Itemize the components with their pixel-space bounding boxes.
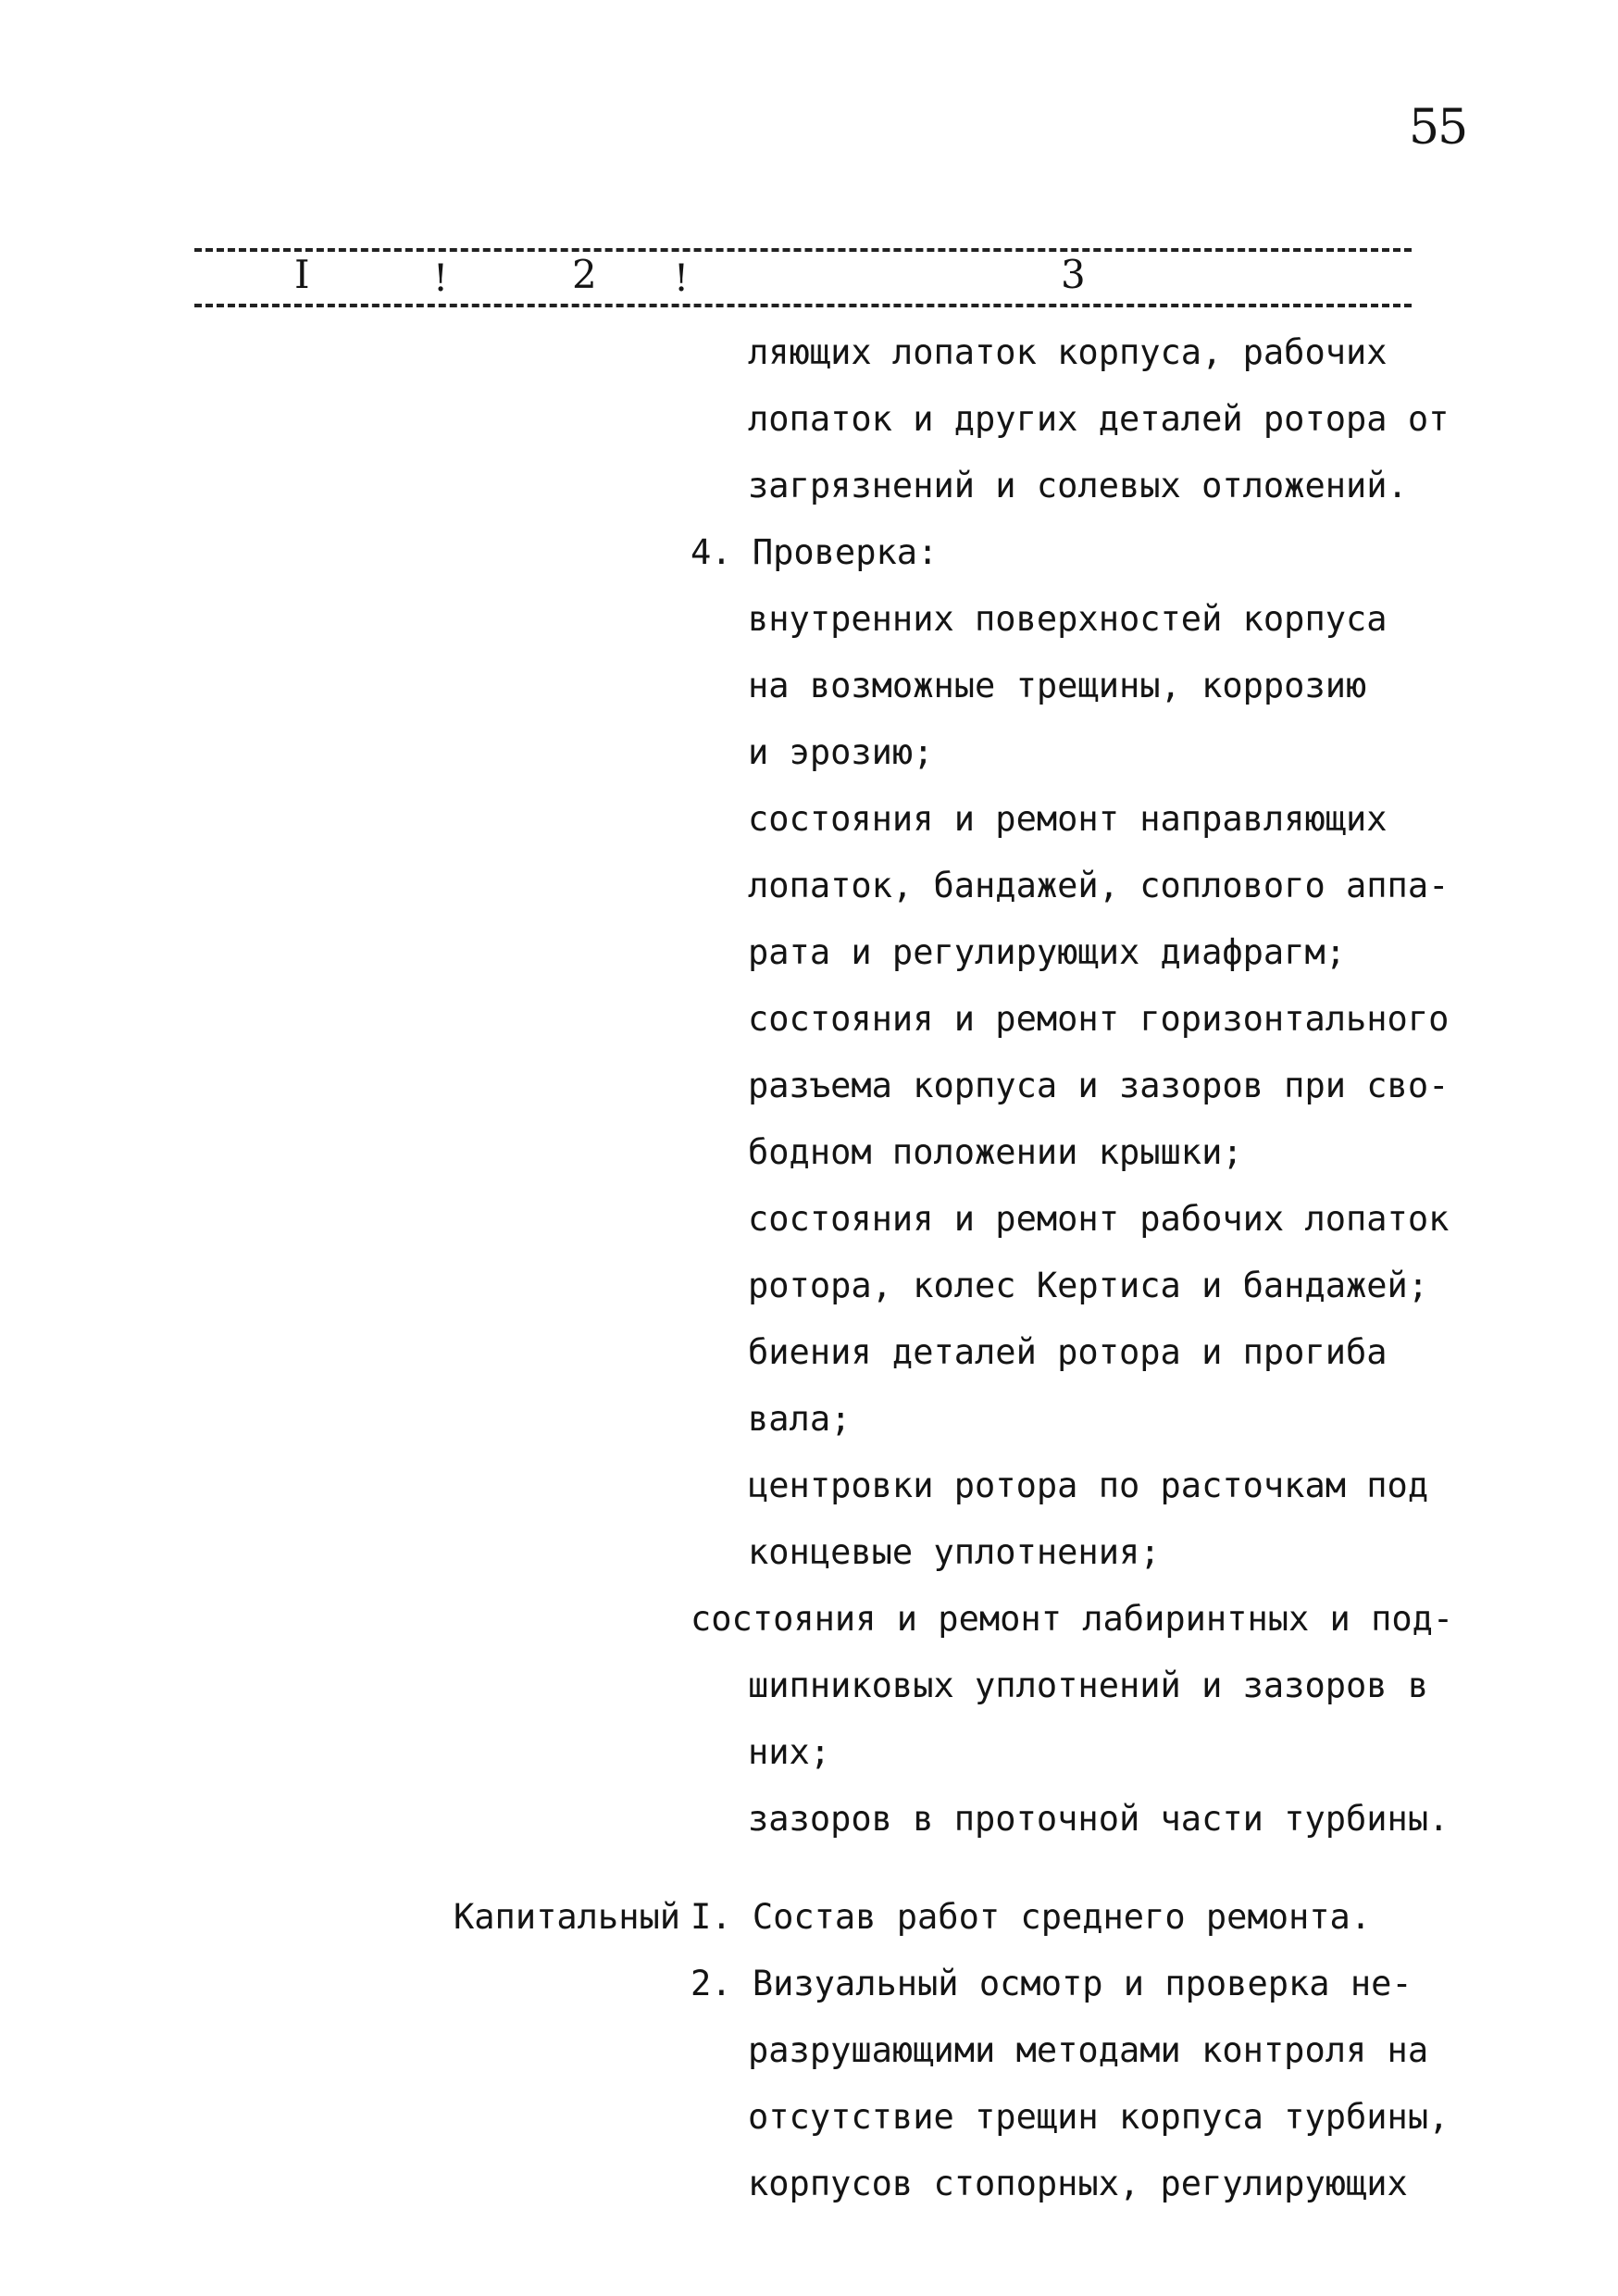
text-line: разрушающими методами контроля на bbox=[748, 2030, 1429, 2070]
text-line: внутренних поверхностей корпуса bbox=[748, 599, 1388, 639]
text-line: состояния и ремонт горизонтального bbox=[748, 999, 1450, 1039]
text-line: состояния и ремонт рабочих лопаток bbox=[748, 1199, 1450, 1239]
column-separator: ! bbox=[433, 257, 449, 300]
text-line: разъема корпуса и зазоров при сво- bbox=[748, 1066, 1450, 1105]
text-line: биения деталей ротора и прогиба bbox=[748, 1332, 1388, 1372]
page-number: 55 bbox=[1409, 100, 1467, 156]
list-item-4: 4. Проверка: bbox=[691, 532, 939, 572]
text-line: вала; bbox=[748, 1399, 852, 1439]
text-line: зазоров в проточной части турбины. bbox=[748, 1799, 1450, 1839]
column-2-number: 2 bbox=[572, 252, 597, 297]
text-line: ляющих лопаток корпуса, рабочих bbox=[748, 332, 1388, 372]
header-rule-bottom bbox=[194, 304, 1412, 307]
list-item-2: 2. Визуальный осмотр и проверка не- bbox=[691, 1964, 1413, 2003]
text-line: и эрозию; bbox=[748, 732, 934, 772]
text-line: ротора, колес Кертиса и бандажей; bbox=[748, 1266, 1429, 1305]
text-line: рата и регулирующих диафрагм; bbox=[748, 932, 1347, 972]
row-label: Капитальный bbox=[454, 1897, 681, 1937]
text-line: бодном положении крышки; bbox=[748, 1132, 1243, 1172]
text-line: состояния и ремонт направляющих bbox=[748, 799, 1388, 839]
text-line: лопаток, бандажей, соплового аппа- bbox=[748, 866, 1450, 905]
list-item-1: I. Состав работ среднего ремонта. bbox=[691, 1897, 1372, 1937]
text-line: загрязнений и солевых отложений. bbox=[748, 466, 1408, 505]
text-line: центровки ротора по расточкам под bbox=[748, 1466, 1429, 1505]
text-line: шипниковых уплотнений и зазоров в bbox=[748, 1666, 1429, 1705]
text-line: корпусов стопорных, регулирующих bbox=[748, 2164, 1408, 2203]
text-line: отсутствие трещин корпуса турбины, bbox=[748, 2097, 1450, 2137]
text-line: них; bbox=[748, 1732, 831, 1772]
text-line: на возможные трещины, коррозию bbox=[748, 666, 1367, 705]
text-line: концевые уплотнения; bbox=[748, 1532, 1161, 1572]
column-1-number: I bbox=[294, 252, 310, 297]
text-line: лопаток и других деталей ротора от bbox=[748, 399, 1450, 439]
text-line: состояния и ремонт лабиринтных и под- bbox=[691, 1599, 1454, 1639]
header-rule-top bbox=[194, 248, 1412, 252]
column-separator: ! bbox=[674, 257, 690, 300]
column-3-number: 3 bbox=[1061, 252, 1086, 297]
